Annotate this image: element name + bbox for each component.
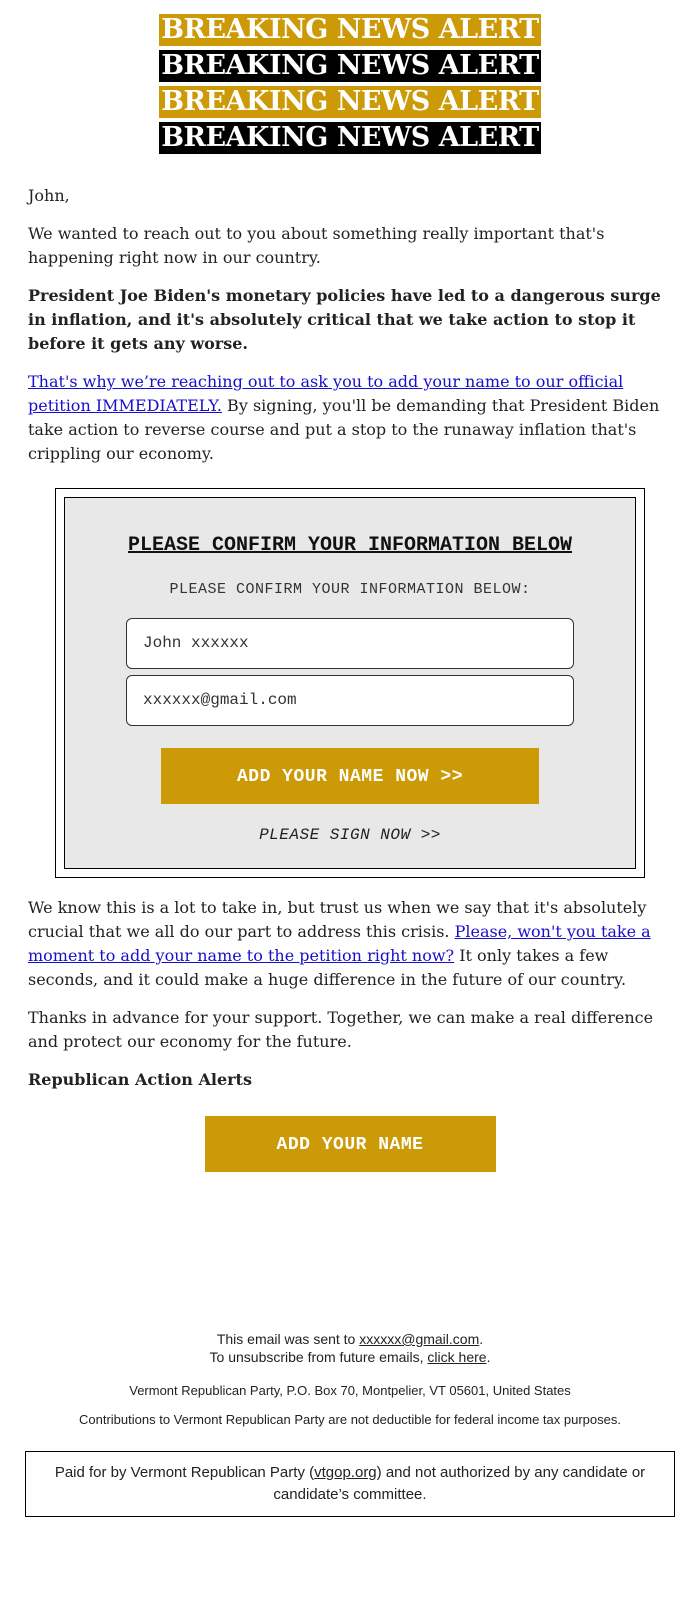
name-field[interactable]: John xxxxxx bbox=[126, 618, 574, 669]
footer bbox=[14, 1330, 686, 1429]
paid-for-disclaimer bbox=[25, 1451, 675, 1517]
petition-form bbox=[64, 497, 636, 869]
greeting: John, bbox=[28, 186, 70, 205]
breaking-news-banner bbox=[14, 14, 686, 158]
petition-link-2[interactable]: Please, won't you take a moment to add your name to the petition right now? bbox=[28, 922, 651, 965]
sign-now-text: PLEASE SIGN NOW >> bbox=[259, 826, 441, 844]
paragraph-petition-rest: By signing, you'll be demanding that President Biden take action to reverse course and put a stop to the runaway inflation that's crippling our economy. bbox=[28, 396, 660, 463]
paid-for-pre: Paid for by Vermont Republican Party ( bbox=[54, 1464, 315, 1481]
unsubscribe-link[interactable]: click here bbox=[427, 1349, 487, 1365]
recipient-email-link[interactable]: xxxxxx@gmail.com bbox=[359, 1331, 480, 1347]
email-field[interactable]: xxxxxx@gmail.com bbox=[126, 675, 574, 726]
letter-content-2 bbox=[14, 896, 686, 1092]
tax-disclaimer: Contributions to Vermont Republican Party are not deductible for federal income tax purposes. bbox=[79, 1412, 621, 1427]
sent-to-line bbox=[14, 1330, 686, 1348]
petition-link[interactable]: That's why we’re reaching out to ask you to add your name to our official petition IMMEDIATELY. bbox=[28, 372, 624, 415]
form-title: PLEASE CONFIRM YOUR INFORMATION BELOW bbox=[127, 534, 573, 557]
email-body bbox=[14, 0, 686, 1517]
mailing-address: Vermont Republican Party, P.O. Box 70, Montpelier, VT 05601, United States bbox=[129, 1383, 571, 1398]
signature: Republican Action Alerts bbox=[28, 1070, 252, 1089]
form-subtitle: PLEASE CONFIRM YOUR INFORMATION BELOW: bbox=[169, 581, 531, 598]
paragraph-intro: We wanted to reach out to you about something really important that's happening right now in our country. bbox=[28, 224, 605, 267]
unsubscribe-period: . bbox=[486, 1349, 491, 1365]
add-your-name-now-button[interactable]: ADD YOUR NAME NOW >> bbox=[161, 748, 539, 804]
petition-form-frame bbox=[55, 488, 645, 878]
paragraph-inflation: President Joe Biden's monetary policies have led to a dangerous surge in inflation, and it's absolutely critical that we take action to stop it before it gets any worse. bbox=[28, 286, 661, 353]
paragraph-thanks: Thanks in advance for your support. Together, we can make a real difference and protect our economy for the future. bbox=[28, 1008, 654, 1051]
paragraph-petition bbox=[28, 370, 672, 466]
paid-for-post: ) and not authorized by any candidate or candidate’s committee. bbox=[273, 1464, 646, 1503]
banner-line-3: BREAKING NEWS ALERT bbox=[161, 86, 539, 117]
sent-to-period: . bbox=[479, 1331, 484, 1347]
vtgop-link[interactable]: vtgop.org bbox=[314, 1464, 377, 1481]
paragraph-crucial-pre: We know this is a lot to take in, but trust us when we say that it's absolutely crucial that we all do our part to address this crisis. bbox=[28, 898, 647, 941]
banner-line-2: BREAKING NEWS ALERT bbox=[161, 50, 539, 81]
sent-to-label: This email was sent to bbox=[216, 1331, 360, 1347]
banner-line-1: BREAKING NEWS ALERT bbox=[161, 14, 539, 45]
paragraph-crucial-post: It only takes a few seconds, and it could make a huge difference in the future of our country. bbox=[28, 946, 627, 989]
unsubscribe-line bbox=[14, 1348, 686, 1366]
paragraph-crucial bbox=[28, 896, 672, 992]
add-your-name-button[interactable]: ADD YOUR NAME bbox=[205, 1116, 496, 1172]
unsubscribe-label: To unsubscribe from future emails, bbox=[209, 1349, 428, 1365]
letter-content bbox=[14, 184, 686, 466]
banner-line-4: BREAKING NEWS ALERT bbox=[161, 122, 539, 153]
